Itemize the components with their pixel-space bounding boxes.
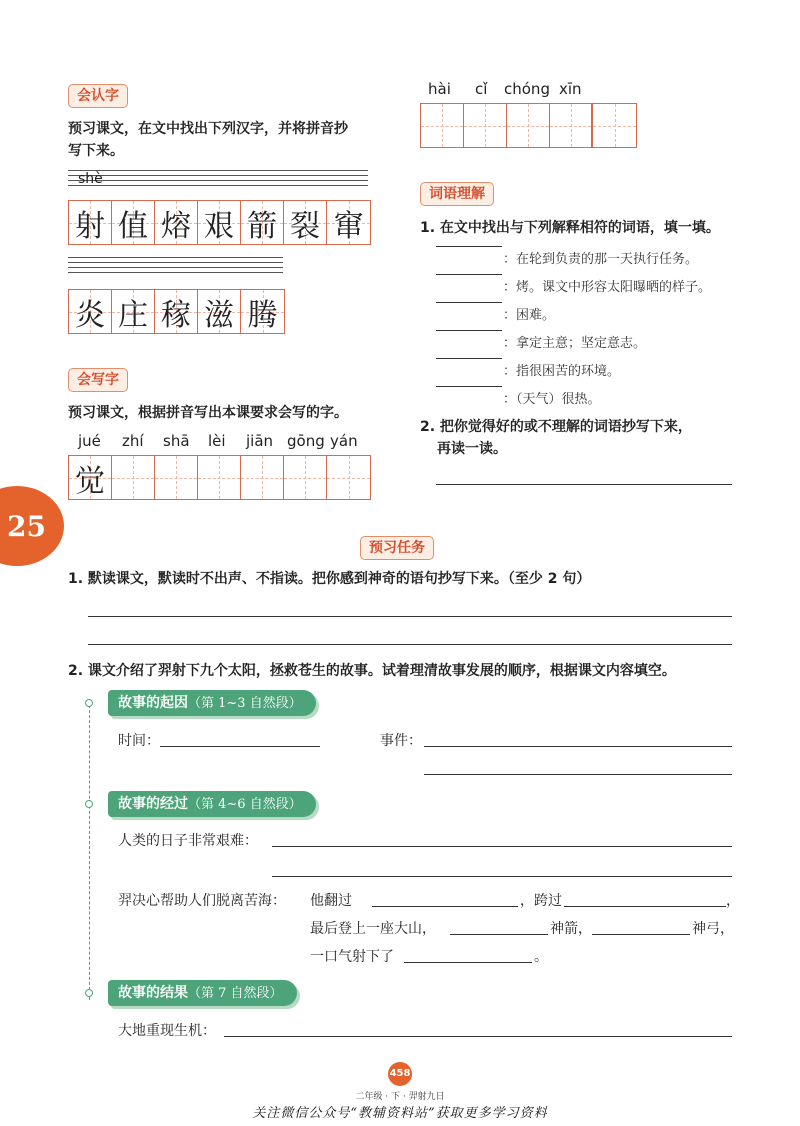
write-cell[interactable] [421,104,464,147]
decide-label: 羿决心帮助人们脱离苦海： [118,893,286,909]
climb-text: 最后登上一座大山， [310,921,436,937]
lesson-number-badge [0,486,64,566]
char-cell: 窜 [327,201,370,244]
pinyin-writing-lines-1[interactable] [68,170,368,185]
char-cell: 滋 [198,290,241,333]
result-label [108,980,297,1006]
time-label: 时间： [118,733,160,749]
write-pinyin-zhi: zhí [122,432,144,450]
revive-label: 大地重现生机： [118,1023,216,1039]
period-text: 。 [534,949,548,965]
char-cell: 熔 [155,201,198,244]
process-range: （第 4~6 自然段） [188,797,302,812]
vocab-def-5: ：指很困苦的环境。 [503,364,621,379]
char-cell: 艰 [198,201,241,244]
arrow-text: 神箭， [550,921,592,937]
hard-life-blank-2[interactable] [272,876,732,877]
vocab-question-2-line-2: 再读一读。 [437,441,507,457]
write-pinyin-jian: jiān [246,432,274,450]
bow-text: 神弓， [692,921,734,937]
write-cell[interactable] [464,104,507,147]
vocab-def-4: ：拿定主意；坚定意志。 [503,336,647,351]
example-pinyin: shè [78,171,103,187]
hard-life-blank-1[interactable] [272,846,732,847]
tasks-tag: 预习任务 [360,536,434,560]
pinyin-writing-lines-2[interactable] [68,257,283,272]
write-tag: 会写字 [68,368,128,392]
write-pinyin-xin: xīn [559,80,582,98]
task-1-line-1[interactable] [88,616,732,617]
vocab-blank-6[interactable] [436,386,502,387]
crossed-blank-2[interactable] [564,906,726,907]
write-pinyin-lei: lèi [208,432,226,450]
result-range: （第 7 自然段） [188,986,283,1001]
vocab-def-3: ：困难。 [503,308,556,323]
process-label [108,791,316,817]
vocab-blank-4[interactable] [436,330,502,331]
vocab-def-6: ：（天气）很热。 [503,392,601,407]
write-cell[interactable] [198,456,241,499]
vocab-question-2-line-1: 2. 把你觉得好的或不理解的词语抄写下来， [420,419,692,435]
vocab-blank-3[interactable] [436,302,502,303]
vocab-def-1: ：在轮到负责的那一天执行任务。 [503,252,699,267]
char-cell: 稼 [155,290,198,333]
event-label: 事件： [380,733,422,749]
write-instruction: 预习课文，根据拼音写出本课要求会写的字。 [68,405,348,421]
write-cell[interactable] [241,456,284,499]
event-blank-1[interactable] [424,746,732,747]
recognize-tag: 会认字 [68,84,128,108]
write-cell[interactable] [507,104,550,147]
task-question-1: 1. 默读课文，默读时不出声、不指读。把你感到神奇的语句抄写下来。（至少 2 句） [68,571,591,587]
write-cell[interactable] [550,104,593,147]
page-number: 458 [388,1062,412,1086]
lesson-number: 25 [7,509,46,543]
cause-label-text: 故事的起因 [118,695,188,711]
write-pinyin-chong: chóng [504,80,550,98]
vocab-blank-2[interactable] [436,274,502,275]
timeline-dot [85,800,93,808]
write-cell[interactable] [284,456,327,499]
footer-note: 关注微信公众号“教辅资料站”获取更多学习资料 [252,1106,548,1121]
bow-blank[interactable] [592,934,690,935]
footer-subtitle: 二年级 · 下 · 羿射九日 [355,1092,445,1102]
char-cell: 射 [69,201,112,244]
recognize-instruction-2: 写下来。 [68,143,124,159]
write-pinyin-yan: yán [330,432,358,450]
process-label-text: 故事的经过 [118,796,188,812]
char-cell: 炎 [69,290,112,333]
char-cell: 值 [112,201,155,244]
write-grid-right [420,103,637,148]
vocab-copy-line[interactable] [436,484,732,485]
write-pinyin-jue: jué [78,432,101,450]
crossed-blank-1[interactable] [372,906,518,907]
write-pinyin-ci: cǐ [475,80,488,98]
time-blank[interactable] [160,746,320,747]
char-cell: 箭 [241,201,284,244]
he-crossed-text: 他翻过 [310,893,352,909]
char-cell: 裂 [284,201,327,244]
recognize-row-2 [68,289,285,334]
revive-blank[interactable] [224,1036,732,1037]
write-cell[interactable] [112,456,155,499]
vocab-blank-5[interactable] [436,358,502,359]
comma-end: ， [726,893,740,909]
result-label-text: 故事的结果 [118,985,188,1001]
vocab-question-1: 1. 在文中找出与下列解释相符的词语，填一填。 [420,220,720,236]
timeline-dot [85,699,93,707]
arrow-blank[interactable] [450,934,548,935]
write-pinyin-hai: hài [428,80,451,98]
shot-text: 一口气射下了 [310,949,394,965]
vocab-def-2: ：烤。课文中形容太阳曝晒的样子。 [503,280,712,295]
task-question-2: 2. 课文介绍了羿射下九个太阳，拯救苍生的故事。试着理清故事发展的顺序，根据课文内容填空。 [68,663,676,679]
write-pinyin-sha: shā [163,432,190,450]
write-cell[interactable] [327,456,370,499]
write-grid [68,455,371,500]
write-cell[interactable] [155,456,198,499]
cause-label [108,690,316,716]
story-timeline [89,700,90,1000]
recognize-row-1 [68,200,371,245]
write-cell[interactable]: 觉 [69,456,112,499]
char-cell: 庄 [112,290,155,333]
shot-blank[interactable] [404,962,532,963]
timeline-dot [85,989,93,997]
char-cell: 腾 [241,290,284,333]
hard-life-label: 人类的日子非常艰难： [118,833,258,849]
write-cell[interactable] [593,104,636,147]
cause-range: （第 1~3 自然段） [188,696,302,711]
write-pinyin-gong: gōng [287,432,325,450]
task-1-line-2[interactable] [88,644,732,645]
event-blank-2[interactable] [424,774,732,775]
recognize-instruction-1: 预习课文，在文中找出下列汉字，并将拼音抄 [68,121,348,137]
crossed2-text: ，跨过 [520,893,562,909]
vocab-tag: 词语理解 [420,182,494,206]
vocab-blank-1[interactable] [436,246,502,247]
